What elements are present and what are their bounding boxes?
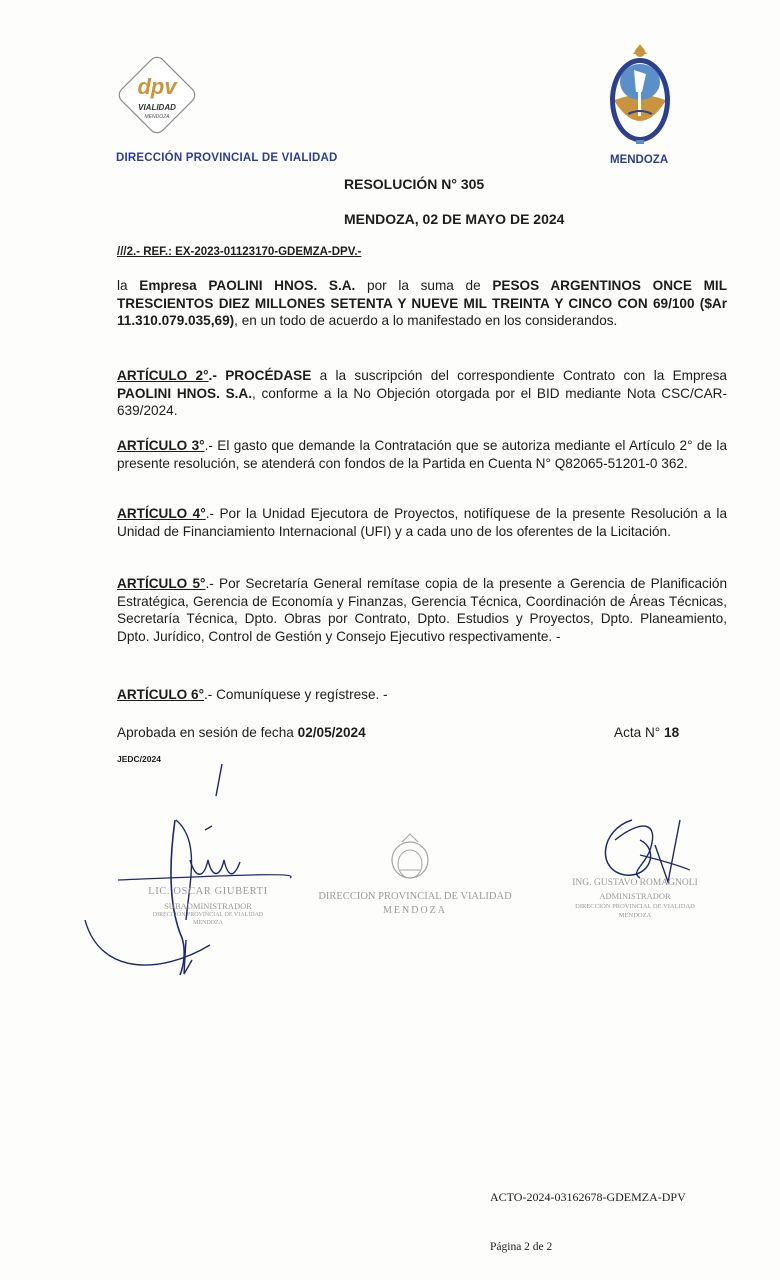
stamp-right-name: ING. GUSTAVO ROMAGNOLI <box>572 878 698 888</box>
reference-line: ///2.- REF.: EX-2023-01123170-GDEMZA-DPV.- <box>117 246 362 258</box>
dpv-logo <box>112 50 202 140</box>
signatures-area <box>0 760 780 990</box>
resolution-title: RESOLUCIÓN N° 305 <box>344 176 485 192</box>
article-5: ARTÍCULO 5°.- Por Secretaría General remítase copia de la presente a Gerencia de Planificación Estratégica, Gerencia de Economía y Finanzas, Gerencia Técnica, Coordinación de Áreas Técnicas, Secretaría Técnica, Dpto. Obras por Contrato, Dpto. Estudios y Proyectos, Dpto. Planeamiento, Dpto. Jurídico, Control de Gestión y Consejo Ejecutivo respectivamente. - <box>117 576 727 644</box>
approval-line: Aprobada en sesión de fecha 02/05/2024 <box>117 725 366 740</box>
stamp-left-role: SUBADMINISTRADOR <box>164 901 252 911</box>
stamp-right-role: ADMINISTRADOR <box>599 891 671 901</box>
article-4: ARTÍCULO 4°.- Por la Unidad Ejecutora de Proyectos, notifíquese de la presente Resolución a la Unidad de Financiamiento Internacional (UFI) y a cada uno de los oferentes de la Licitación. <box>117 506 728 539</box>
acta-number: Acta N° 18 <box>614 725 680 740</box>
resolution-date: MENDOZA, 02 DE MAYO DE 2024 <box>344 211 565 227</box>
stamp-right-agency: DIRECCIÓN PROVINCIAL DE VIALIDAD <box>575 903 695 910</box>
stamp-left-name: LIC. OSCAR GIUBERTI <box>148 886 268 897</box>
drafter-initials: JEDC/2024 <box>117 754 161 764</box>
article-2: ARTÍCULO 2°.- PROCÉDASE a la suscripción del correspondiente Contrato con la Empresa PAOLINI HNOS. S.A., conforme a la No Objeción otorgada por el BID mediante Nota CSC/CAR-639/2024. <box>117 368 728 418</box>
stamp-center-agency: DIRECCION PROVINCIAL DE VIALIDAD <box>318 891 512 902</box>
logo-text: dpv <box>137 74 177 99</box>
acto-code: ACTO-2024-03162678-GDEMZA-DPV <box>490 1190 686 1204</box>
stamp-center-city: MENDOZA <box>383 905 447 916</box>
svg-text:VIALIDAD: VIALIDAD <box>138 103 176 112</box>
stamp-right-city: MENDOZA <box>618 912 652 919</box>
province-caption: MENDOZA <box>610 154 669 166</box>
mendoza-coat-of-arms-icon <box>600 40 680 152</box>
article-3: ARTÍCULO 3°.- El gasto que demande la Contratación que se autoriza mediante el Artículo 2° de la presente resolución, se atenderá con fondos de la Partida en Cuenta N° Q82065-51201-0 362. <box>117 438 727 471</box>
svg-text:MENDOZA: MENDOZA <box>144 114 170 120</box>
agency-caption: DIRECCIÓN PROVINCIAL DE VIALIDAD <box>116 152 338 164</box>
article-6: ARTÍCULO 6°.- Comuníquese y regístrese. - <box>117 687 388 702</box>
stamp-left-city: MENDOZA <box>193 920 223 926</box>
handwritten-signatures-icon <box>0 760 780 990</box>
page-number: Página 2 de 2 <box>490 1241 553 1253</box>
paragraph-award: la Empresa PAOLINI HNOS. S.A. por la suma de PESOS ARGENTINOS ONCE MIL TRESCIENTOS DIEZ MILLONES SETENTA Y NUEVE MIL TREINTA Y CINCO CON 69/100 ($Ar 11.310.079.035,69), en un todo de acuerdo a lo manifestado en los considerandos. <box>117 278 728 328</box>
stamp-left-agency: DIRECCIÓN PROVINCIAL DE VIALIDAD <box>152 912 264 918</box>
